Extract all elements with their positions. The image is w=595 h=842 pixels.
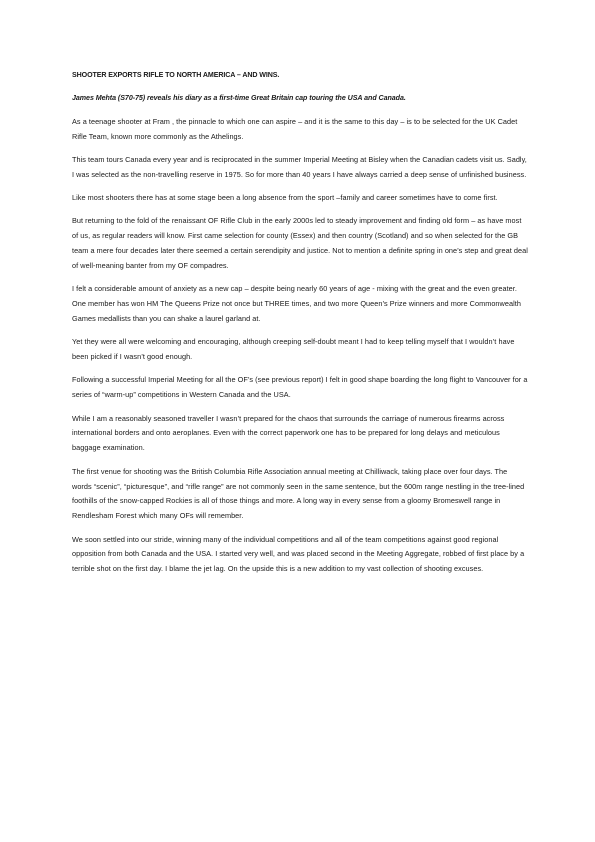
paragraph-2: This team tours Canada every year and is reciprocated in the summer Imperial Meeting at Bisley when the Canadian cadets visit us. Sadly, I was selected as the non-travelling reserve in 1975. So for more than 40 years I have always carried a deep sense of unfinished business.: [72, 155, 527, 180]
paragraph-6: Yet they were all were welcoming and encouraging, although creeping self-doubt meant I had to keep telling myself that I wouldn’t have been picked if I wasn’t good enough.: [72, 337, 515, 362]
paragraph-5: I felt a considerable amount of anxiety as a new cap – despite being nearly 60 years of age - mixing with the great and the even greater. One member has won HM The Queens Prize not once but THREE times, and two more Queen’s Prize winners and more Commonwealth Games medallists than you can shake a laurel garland at.: [72, 284, 521, 324]
article-title: SHOOTER EXPORTS RIFLE TO NORTH AMERICA – AND WINS.: [72, 71, 280, 79]
paragraph-4: But returning to the fold of the renaissant OF Rifle Club in the early 2000s led to steady improvement and finding old form – as have most of us, as regular readers will know. First came selection for county (Essex) and then country (Scotland) and so when selected for the GB team a mere four decades later there seemed a certain serendipity and justice. Not to mention a definite spring in one’s step and great deal of well-meaning banter from my OF compadres.: [72, 216, 528, 271]
article-subtitle: James Mehta (S70-75) reveals his diary as a first-time Great Britain cap touring the USA and Canada.: [72, 94, 406, 102]
paragraph-10: We soon settled into our stride, winning many of the individual competitions and all of the team competitions against good regional opposition from both Canada and the USA. I started very well, and was placed second in the Meeting Aggregate, robbed of first place by a terrible shot on the first day. I blame the jet lag. On the upside this is a new addition to my vast collection of shooting excuses.: [72, 534, 525, 574]
paragraph-9: The first venue for shooting was the British Columbia Rifle Association annual meeting at Chilliwack, taking place over four days. The words “scenic”, “picturesque”, and “rifle range” are not commonly seen in the same sentence, but the 600m range nestling in the tree-lined foothills of the snow-capped Rockies is all of those things and more. A long way in every sense from a gloomy Bromeswell range in Rendlesham Forest which many OFs will remember.: [72, 466, 525, 521]
paragraph-7: Following a successful Imperial Meeting for all the OF’s (see previous report) I felt in good shape boarding the long flight to Vancouver for a series of “warm-up” competitions in Western Canada and the USA.: [72, 375, 528, 400]
document-page: [72, 69, 528, 586]
paragraph-8: While I am a reasonably seasoned traveller I wasn’t prepared for the chaos that surrounds the carriage of numerous firearms across international borders and onto aeroplanes. Even with the correct paperwork one has to be prepared for long delays and meticulous baggage examination.: [72, 413, 505, 453]
paragraph-1: As a teenage shooter at Fram , the pinnacle to which one can aspire – and it is the same to this day – is to be selected for the UK Cadet Rifle Team, known more commonly as the Athelings.: [72, 117, 518, 141]
paragraph-3: Like most shooters there has at some stage been a long absence from the sport –family and career sometimes have to come first.: [72, 193, 498, 203]
